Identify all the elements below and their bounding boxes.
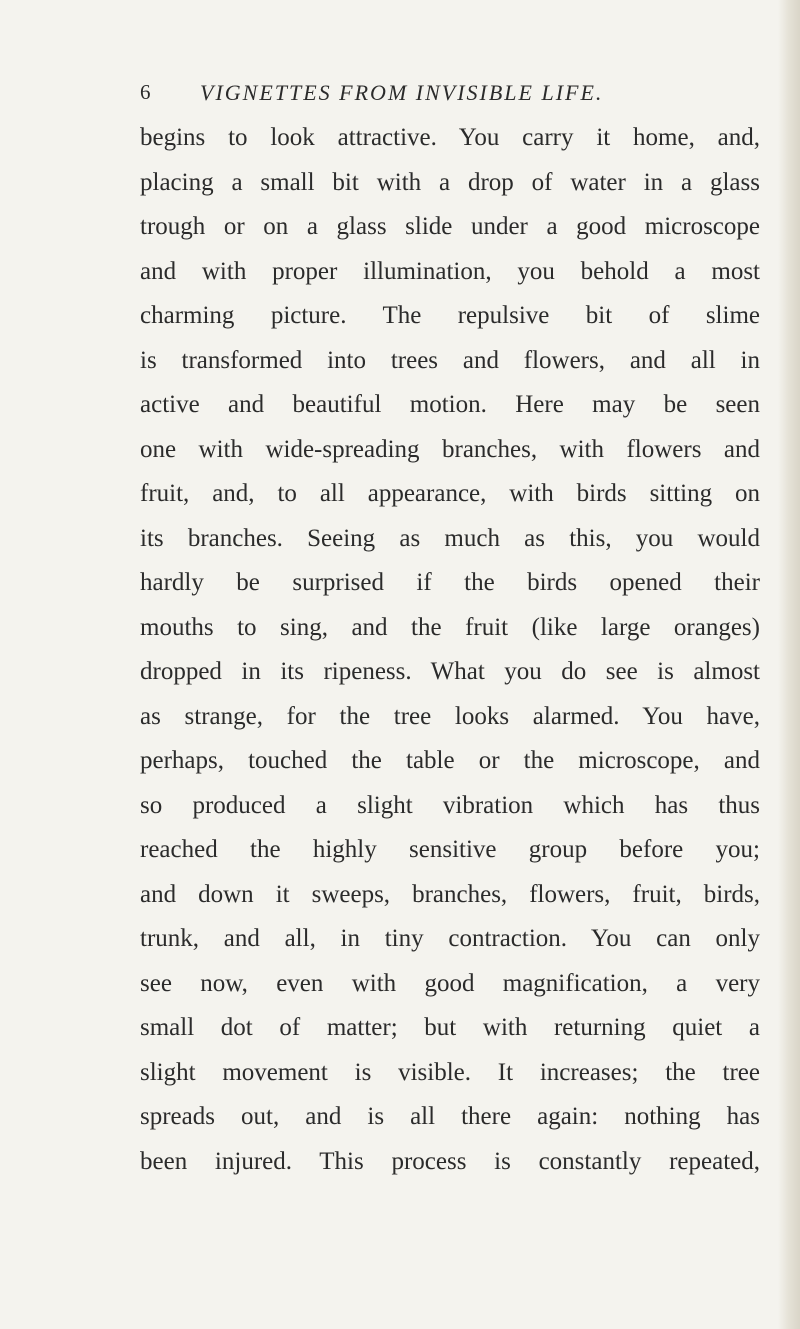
text-line: as strange, for the tree looks alarmed. You have,: [140, 702, 760, 730]
text-line: see now, even with good magnification, a very: [140, 969, 760, 997]
body-text: [140, 116, 760, 1184]
text-line: perhaps, touched the table or the microscope, and: [140, 747, 760, 774]
text-line: is transformed into trees and flowers, and all in: [140, 346, 760, 374]
text-line: slight movement is visible. It increases; the tree: [140, 1058, 760, 1086]
text-line: hardly be surprised if the birds opened their: [140, 569, 760, 596]
text-line: placing a small bit with a drop of water in a glass: [140, 168, 760, 196]
text-line: active and beautiful motion. Here may be seen: [140, 391, 760, 418]
page-edge-shadow: [778, 0, 800, 1329]
text-line: and down it sweeps, branches, flowers, fruit, birds,: [140, 880, 760, 908]
text-line: dropped in its ripeness. What you do see is almost: [140, 658, 760, 685]
text-line: so produced a slight vibration which has thus: [140, 791, 760, 819]
text-line: trough or on a glass slide under a good microscope: [140, 213, 760, 240]
text-line: small dot of matter; but with returning quiet a: [140, 1014, 760, 1041]
running-head-title: VIGNETTES FROM INVISIBLE LIFE.: [200, 80, 604, 105]
text-line: reached the highly sensitive group before you;: [140, 836, 760, 863]
text-line: fruit, and, to all appearance, with birds sitting on: [140, 480, 760, 507]
text-line: trunk, and all, in tiny contraction. You can only: [140, 925, 760, 952]
running-head: [140, 80, 780, 112]
text-line: begins to look attractive. You carry it home, and,: [140, 124, 760, 151]
text-line: mouths to sing, and the fruit (like large oranges): [140, 613, 760, 641]
text-line: spreads out, and is all there again: nothing has: [140, 1103, 760, 1130]
text-line: one with wide-spreading branches, with flowers and: [140, 435, 760, 463]
text-line: charming picture. The repulsive bit of slime: [140, 302, 760, 329]
text-line: its branches. Seeing as much as this, you would: [140, 524, 760, 552]
text-line: been injured. This process is constantly repeated,: [140, 1147, 760, 1175]
page-number: 6: [140, 80, 151, 104]
text-line: and with proper illumination, you behold a most: [140, 257, 760, 285]
